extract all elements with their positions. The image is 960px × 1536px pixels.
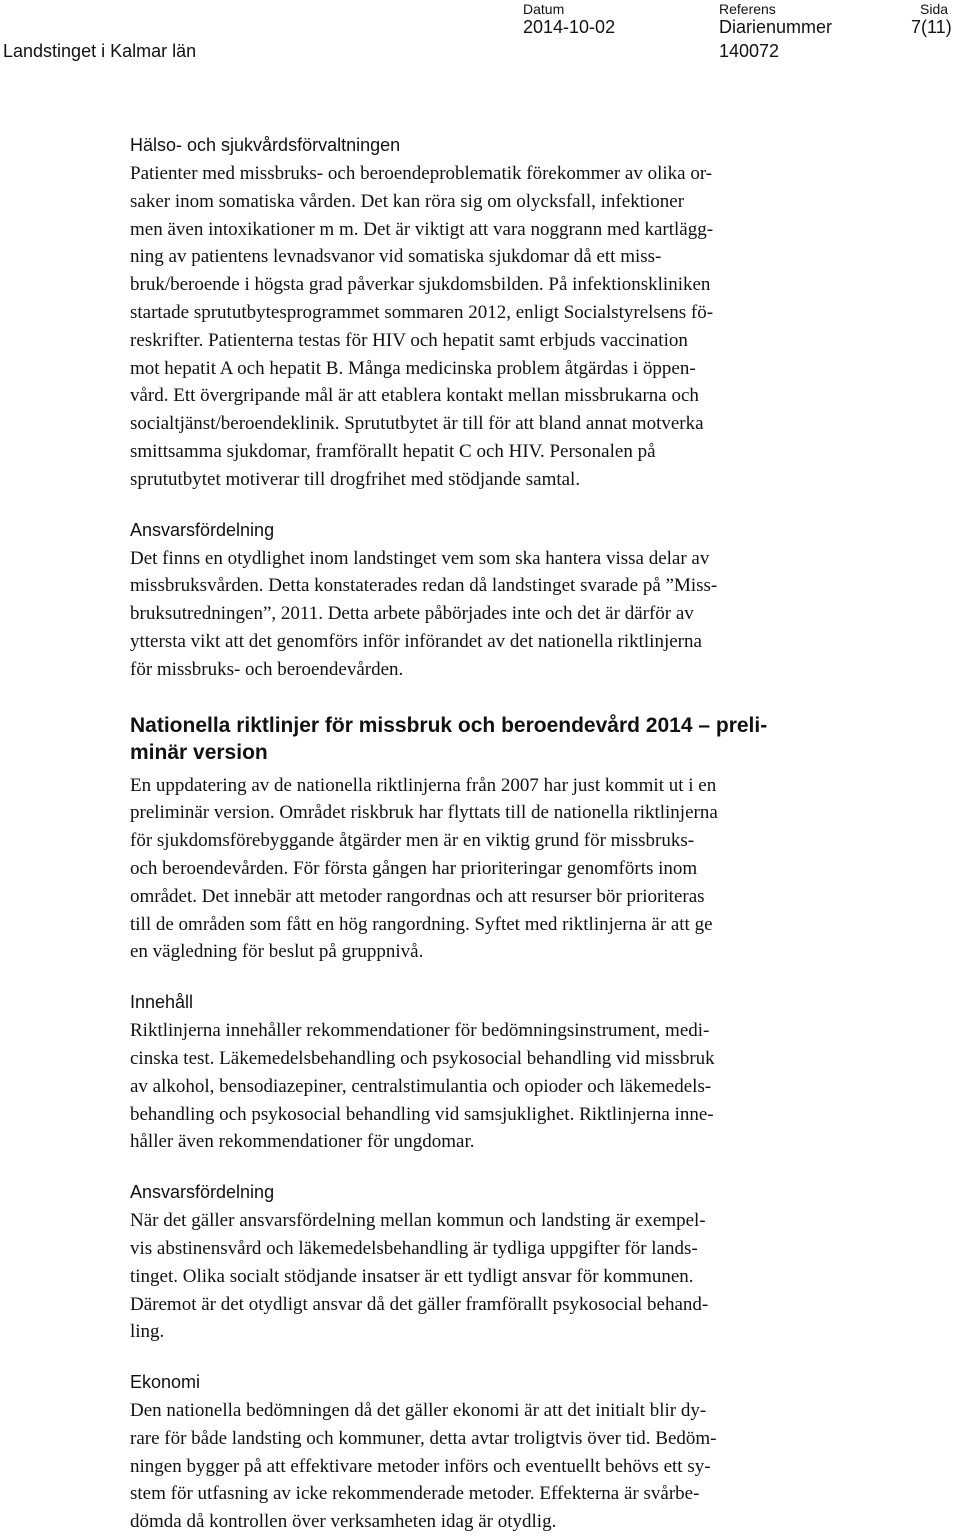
text-line: Den nationella bedömningen då det gäller ekonomi är att det initialt blir dy- — [130, 1400, 707, 1422]
heading-line: minär version — [130, 740, 268, 764]
text-line: Däremot är det otydligt ansvar då det gäller framförallt psykosocial behand- — [130, 1293, 709, 1315]
text-line: av alkohol, bensodiazepiner, centralstimulantia och opioder och läkemedels- — [130, 1075, 712, 1097]
text-line: preliminär version. Området riskbruk har flyttats till de nationella riktlinjerna — [130, 802, 718, 824]
text-line: för sjukdomsförebyggande åtgärder men är en viktig grund för missbruks- — [130, 830, 695, 852]
text-line: sprututbytet motiverar till drogfrihet med stödjande samtal. — [130, 468, 581, 490]
text-line: bruk/beroende i högsta grad påverkar sjukdomsbilden. På infektionskliniken — [130, 274, 711, 296]
subsection-paragraph — [130, 1017, 870, 1156]
text-line: en vägledning för beslut på gruppnivå. — [130, 941, 424, 963]
text-line: När det gäller ansvarsfördelning mellan kommun och landsting är exempel- — [130, 1210, 706, 1232]
text-line: yttersta vikt att det genomförs inför införandet av det nationella riktlinjerna — [130, 630, 702, 652]
reference-number: 140072 — [719, 41, 780, 61]
subsection-paragraph — [130, 1207, 870, 1346]
heading-line: Nationella riktlinjer för missbruk och beroendevård 2014 – preli- — [130, 713, 768, 737]
text-line: tinget. Olika socialt stödjande insatser är ett tydligt ansvar för kommunen. — [130, 1265, 694, 1287]
text-line: reskrifter. Patienterna testas för HIV och hepatit samt erbjuds vaccination — [130, 329, 688, 351]
main-paragraph — [130, 772, 870, 967]
text-line: startade sprututbytesprogrammet sommaren 2012, enligt Socialstyrelsens fö- — [130, 301, 714, 323]
text-line: behandling och psykosocial behandling vid samsjuklighet. Riktlinjerna inne- — [130, 1103, 714, 1125]
section-heading: Hälso- och sjukvårdsförvaltningen — [130, 135, 401, 155]
text-line: för missbruks- och beroendevården. — [130, 658, 404, 680]
text-line: cinska test. Läkemedelsbehandling och psykosocial behandling vid missbruk — [130, 1047, 715, 1069]
text-line: bruksutredningen”, 2011. Detta arbete påbörjades inte och det är därför av — [130, 603, 694, 625]
text-line: ling. — [130, 1321, 165, 1343]
section-paragraph — [130, 545, 870, 684]
text-line: dömda då kontrollen över verksamheten idag är otydlig. — [130, 1511, 557, 1533]
organization-name: Landstinget i Kalmar län — [3, 41, 197, 61]
date-value: 2014-10-02 — [523, 17, 616, 37]
main-heading — [130, 712, 870, 766]
text-line: området. Det innebär att metoder rangordnas och att resurser bör prioriteras — [130, 885, 705, 907]
text-line: vis abstinensvård och läkemedelsbehandling är tydliga uppgifter för lands- — [130, 1237, 698, 1259]
text-line: Det finns en otydlighet inom landstinget vem som ska hantera vissa delar av — [130, 547, 710, 569]
text-line: Patienter med missbruks- och beroendeproblematik förekommer av olika or- — [130, 163, 713, 184]
reference-label: Referens — [719, 1, 776, 17]
subsection-heading: Ekonomi — [130, 1372, 201, 1393]
text-line: Riktlinjerna innehåller rekommendationer för bedömningsinstrument, medi- — [130, 1020, 710, 1042]
text-line: till de områden som fått en hög rangordning. Syftet med riktlinjerna är att ge — [130, 913, 713, 935]
text-line: socialtjänst/beroendeklinik. Sprututbytet är till för att bland annat motverka — [130, 413, 704, 435]
text-line: En uppdatering av de nationella riktlinjerna från 2007 har just kommit ut i en — [130, 774, 717, 796]
section-paragraph — [130, 160, 870, 494]
section-heading: Ansvarsfördelning — [130, 519, 275, 540]
subsection-paragraph — [130, 1397, 870, 1536]
page-label: Sida — [920, 1, 949, 17]
text-line: stem för utfasning av icke rekommenderade metoder. Effekterna är svårbe- — [130, 1483, 700, 1505]
text-line: saker inom somatiska vården. Det kan röra sig om olycksfall, infektioner — [130, 190, 685, 212]
date-label: Datum — [523, 1, 565, 17]
text-line: vård. Ett övergripande mål är att etablera kontakt mellan missbrukarna och — [130, 385, 699, 407]
text-line: smittsamma sjukdomar, framförallt hepatit C och HIV. Personalen på — [130, 440, 656, 462]
text-line: håller även rekommendationer för ungdomar. — [130, 1131, 475, 1153]
text-line: och beroendevården. För första gången har prioriteringar genomförts inom — [130, 857, 698, 879]
document-body — [130, 133, 870, 1536]
subsection-heading: Innehåll — [130, 992, 194, 1013]
reference-value: Diarienummer — [719, 17, 833, 37]
text-line: mot hepatit A och hepatit B. Många medicinska problem åtgärdas i öppen- — [130, 357, 696, 379]
page-number: 7(11) — [911, 17, 952, 37]
text-line: ningen bygger på att effektivare metoder införs och eventuellt behövs ett sy- — [130, 1455, 711, 1477]
text-line: missbruksvården. Detta konstaterades redan då landstinget svarade på ”Miss- — [130, 575, 718, 597]
text-line: ning av patientens levnadsvanor vid somatiska sjukdomar då ett miss- — [130, 246, 662, 268]
text-line: men även intoxikationer m m. Det är viktigt att vara noggrann med kartlägg- — [130, 218, 714, 240]
text-line: rare för både landsting och kommuner, detta avtar troligtvis över tid. Bedöm- — [130, 1427, 717, 1449]
subsection-heading: Ansvarsfördelning — [130, 1182, 275, 1203]
